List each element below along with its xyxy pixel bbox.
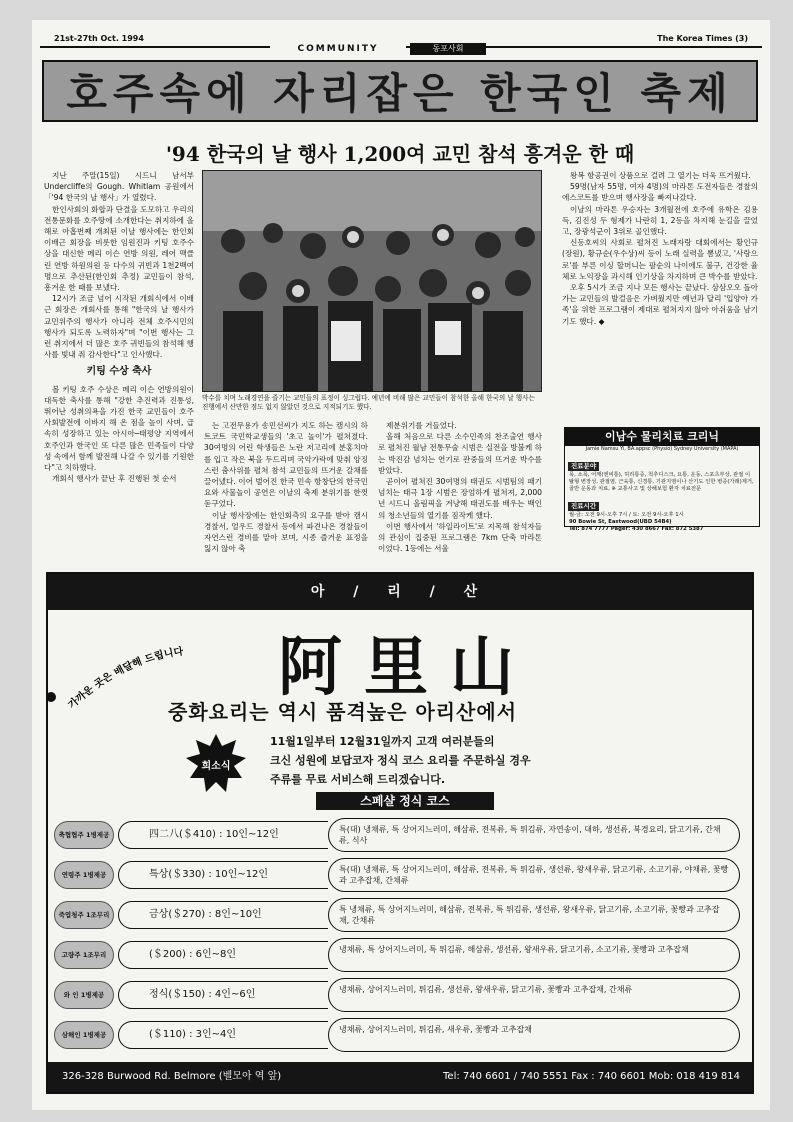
course-menu: 냉채류, 상어지느러미, 튀김류, 새우류, 꽃빵과 고추잡채 bbox=[328, 1018, 740, 1052]
newspaper-page bbox=[32, 20, 770, 1110]
clinic-section-heading: 진료분야 bbox=[568, 462, 599, 471]
paragraph: 제분위기를 거들었다. bbox=[386, 421, 457, 430]
restaurant-ad bbox=[46, 572, 754, 1094]
course-row bbox=[54, 978, 744, 1012]
offer-line: 11월1일부터 12월31일까지 고객 여러분들의 bbox=[270, 735, 495, 748]
article-column-4 bbox=[562, 170, 758, 327]
restaurant-logo: 阿里山 bbox=[278, 630, 536, 705]
course-tag: 죽엽청주 1조무리 bbox=[54, 901, 114, 929]
offer-line: 주류를 무료 서비스해 드리겠습니다. bbox=[270, 773, 446, 786]
clinic-address: 90 Bowie St, Eastwood(UBD 54B4) bbox=[569, 519, 672, 525]
paragraph: 한인사회의 화합과 단결을 도모하고 우리의 전통문화를 호주땅에 소개한다는 취지하에 올해로 아홉번째 개최된 이날 행사에는 한인회 이배근 회장을 비롯한 임원진과 키팅 호주수상을 대신한 메리 이슨 연방 의원, 레어 맥클린 연방 하원의원 등 다수의 귀빈과 1천2백여명으로 추산된(한인회 추정) 교민들이 참석, 흥겨운 한 때를 보냈다. bbox=[44, 204, 194, 293]
ad-top-banner: 아 / 리 / 산 bbox=[48, 574, 752, 610]
course-title: 스페샬 정식 코스 bbox=[316, 792, 494, 810]
clinic-title: 이남수 물리치료 크리닉 bbox=[565, 428, 759, 446]
course-menu: 특 냉채류, 특 상어지느러미, 해삼류, 전복류, 특 튀김류, 생선류, 왕새우류, 닭고기류, 소고기류, 꽃빵과 고추잡채, 간채류 bbox=[328, 898, 740, 932]
paragraph: 이번 행사에서 '하일라이트'로 지목해 참석자들의 관심이 집중된 프로그램은 7km 단축 마라톤 이었다. 1등에는 서울 bbox=[378, 521, 542, 554]
course-tag: 연령주 1병제공 bbox=[54, 861, 114, 889]
svg-text:가까운 곳은 배달해 드립니다 bbox=[65, 644, 184, 711]
course-tag: 와 인 1병제공 bbox=[54, 981, 114, 1009]
paragraph: 오후 5시가 조금 지나 모든 행사는 끝났다. 삼삼오오 돌아가는 교민들의 발걸음은 가벼웠지만 예년과 달리 '입양아 가족'을 위한 프로그램이 제대로 펼쳐지지 않아 아쉬움을 남기기도 했다. ◆ bbox=[562, 283, 758, 326]
course-menu: 냉채류, 상어지느러미, 튀김류, 생선류, 왕새우류, 닭고기류, 꽃빵과 고추잡채, 간채류 bbox=[328, 978, 740, 1012]
clinic-section-heading: 진료시간 bbox=[568, 502, 599, 511]
restaurant-address: 326-328 Burwood Rd. Belmore (벨모아 역 앞) bbox=[62, 1071, 282, 1082]
course-row bbox=[54, 818, 744, 852]
article-column-2 bbox=[204, 420, 368, 554]
course-tag: 고량주 1조무리 bbox=[54, 941, 114, 969]
paragraph: 개회식 행사가 끝난 후 진행된 첫 순서 bbox=[52, 474, 177, 484]
course-menu: 냉채류, 특 상어지느러미, 특 튀김류, 해삼류, 생선류, 왕새우류, 닭고기류, 소고기류, 꽃빵과 고추잡채 bbox=[328, 938, 740, 972]
course-name: 특상(＄330) : 10인~12인 bbox=[118, 861, 328, 889]
ad-slogan: 중화요리는 역시 품격높은 아리산에서 bbox=[168, 700, 518, 724]
course-name: 정식(＄150) : 4인~6인 bbox=[118, 981, 328, 1009]
column-subhead: 키팅 수상 축사 bbox=[86, 366, 152, 378]
badge-text: 희소식 bbox=[201, 761, 231, 772]
headline-banner bbox=[42, 60, 758, 122]
paragraph: 올해 처음으로 다른 소수민족의 찬조출연 행사로 펼쳐진 월남 전통무술 시범은 실전을 방불케 하는 박진감 넘치는 연기로 관중들의 뜨거운 박수를 받았다. bbox=[378, 432, 542, 475]
paragraph: 곧이어 펼쳐진 30여명의 태권도 시범팀의 패기 넘치는 태극 1장 시범은 장엄하게 펼쳐져, 2,000년 시드니 올림픽을 겨냥해 태권도를 배우는 백인의 청소년들의 열기를 짐작케 했다. bbox=[378, 477, 542, 520]
offer-line: 크신 성원에 보답코자 정식 코스 요리를 주문하실 경우 bbox=[270, 754, 531, 767]
ad-footer bbox=[48, 1062, 752, 1092]
course-row bbox=[54, 1018, 744, 1052]
restaurant-phones: Tel: 740 6601 / 740 5551 Fax : 740 6601 Mob: 018 419 814 bbox=[443, 1071, 740, 1082]
clinic-subtitle: Jamie Namsu Yi, BA.appsc (Physio) Sydney University (MAPA) bbox=[585, 446, 739, 452]
crowd-photo-illustration bbox=[203, 171, 542, 392]
paragraph: 볼 키팅 호주 수상은 메리 이슨 연방의원이 대독한 축사를 통해 "강한 추진력과 진통성, 뛰어난 성취의욕을 가진 한국 교민들이 호주 사회발전에 이바지 해 온 점을 높이 사며, 급속히 성장하고 있는 아시아─태평양 지역에서 호주인과 한국인 또 다른 많은 민족들이 다양성 속에서 함께 발전해 나갈 수 있기를 기원한다"고 치하했다. bbox=[44, 384, 194, 473]
course-name: 四二八(＄410) : 10인~12인 bbox=[118, 821, 328, 849]
course-menu: 특(대) 냉채류, 특 상어지느러미, 해삼류, 전복류, 특 튀김류, 생선류, 왕새우류, 닭고기류, 소고기류, 야채류, 꽃빵과 고추잡채, 간채류 bbox=[328, 858, 740, 892]
paragraph: 이날 행사장에는 한인회측의 요구를 받아 캠시 경찰서, 얼우드 경찰서 등에서 파견나온 경찰들이 자연스런 경비를 맡아 보며, 시종 즐거운 표정을 잃지 않아 축 bbox=[204, 510, 368, 554]
clinic-phones: Tel: 874 7777 Pager: 430 8667 Fax: 872 5387 bbox=[569, 526, 704, 532]
punch-hole bbox=[46, 692, 56, 702]
paragraph: 는 고전무용가 송민선씨가 지도 하는 캠시의 하트코트 국민학교생들의 '초고 놀이'가 펼쳐졌다. 30여명의 어린 학생들은 노란 저고리에 분홍치마를 입고 작은 북을 두드리며 국악가락에 맞춰 앙징스런 춤사위를 펼쳐 참석 교민들의 뜨거운 갈채를 끌어냈다. 이어 벌어진 한국 민속 항창단의 한국민요와 사물놀이 공연은 이날의 축제 분위기를 한껏 돋구었다. bbox=[204, 421, 368, 509]
issue-date: 21st-27th Oct. 1994 bbox=[54, 34, 144, 43]
clinic-services: 목, 소목, 어깨(엔비통), 허리통증, 척추디스크, 요통, 운동, 스포츠부상, 관절 이탈형 변장성, 관절염, 근육통, 신경통, 기관지염이나 산기도 인한 병증(가래)제거, 골반 운동과 치료, ※ 교통사고 및 상해보험 환자 치료전문 bbox=[569, 472, 754, 492]
ad-offer bbox=[270, 732, 531, 789]
course-row bbox=[54, 858, 744, 892]
course-row bbox=[54, 898, 744, 932]
paragraph: 12시가 조금 넘어 시작된 개회식에서 이배근 회장은 개회사를 통해 "한국의 날 행사가 교민위주의 행사가 아니라 전체 호주시민의 행사가 되도록 노력하자"며 "이번 행사는 그런 취지에서 더 많은 호주 귀빈들의 참석해 행사를 빛내 줘 감사한다"고 인사했다. bbox=[44, 294, 194, 360]
paragraph: 59명(남자 55명, 여자 4명)의 마라톤 도전자들은 경찰의 에스코트를 받으며 행사장을 빠져나갔다. bbox=[562, 182, 758, 203]
article-column-1 bbox=[44, 170, 194, 484]
paper-name: The Korea Times (3) bbox=[657, 34, 748, 43]
course-name: (＄200) : 6인~8인 bbox=[118, 941, 328, 969]
paragraph: 지난 주말(15일) 시드니 남서부 Undercliffe의 Gough. Whitlam 공원에서 「'94 한국의 날 행사」가 열렸다. bbox=[44, 171, 194, 203]
course-name: 금상(＄270) : 8인~10인 bbox=[118, 901, 328, 929]
headline: 호주속에 자리잡은 한국인 축제 bbox=[66, 69, 734, 118]
subheadline: '94 한국의 날 행사 1,200여 교민 참석 흥겨운 한 때 bbox=[165, 142, 635, 166]
event-photo bbox=[202, 170, 542, 392]
course-tag: 축협협주 1병제공 bbox=[54, 821, 114, 849]
clinic-ad bbox=[564, 427, 760, 532]
section-label-ko: 동포사회 bbox=[410, 43, 486, 55]
section-label-en: COMMUNITY bbox=[270, 43, 406, 55]
course-name: (＄110) : 3인~4인 bbox=[118, 1021, 328, 1049]
course-menu: 특(대) 냉채류, 특 상어지느러미, 해삼류, 전복류, 특 튀김류, 자연송이, 대하, 생선류, 북경요리, 닭고기류, 간채류, 식사 bbox=[328, 818, 740, 852]
delivery-text: 가까운 곳은 배달해 드립니다 bbox=[66, 646, 184, 712]
paragraph: 왕복 항공권이 상품으로 걸려 그 열기는 더욱 뜨거웠다. bbox=[570, 171, 751, 180]
photo-caption: 박수를 치며 노래경연을 즐기는 교민들의 표정이 싱그럽다. 예년에 비해 많은 교민들이 참석한 올해 한국의 날 행사는 진행에서 산만한 점도 없지 않았던 것으로 지적되기도 했다. bbox=[202, 394, 535, 411]
course-row bbox=[54, 938, 744, 972]
article-column-3 bbox=[378, 420, 542, 554]
paragraph: 이날의 마라톤 우승자는 3개월전에 호주에 유학온 김용득, 김진성 두 형제가 나란히 1, 2등을 차지해 눈길을 끌었고, 장광석군이 3위로 골인했다. bbox=[562, 204, 758, 237]
course-tag: 삼해인 1병제공 bbox=[54, 1021, 114, 1049]
paragraph: 신동호씨의 사회로 펼쳐진 노래자랑 대회에서는 황인규(장원), 황규순(우수상)씨 등이 노래 실력을 뽐냈고, '사랑으로'를 부른 이싱 할머니는 팔순의 나이에도 불구, 건강한 율체로 노익장을 과시해 인기상을 차지하며 큰 박수를 받았다. bbox=[562, 238, 758, 281]
clinic-hours: 월-금: 오전 9시-오후 7시 / 토: 오전 9시-오후 1시 bbox=[569, 512, 684, 518]
news-badge-icon bbox=[186, 734, 246, 794]
